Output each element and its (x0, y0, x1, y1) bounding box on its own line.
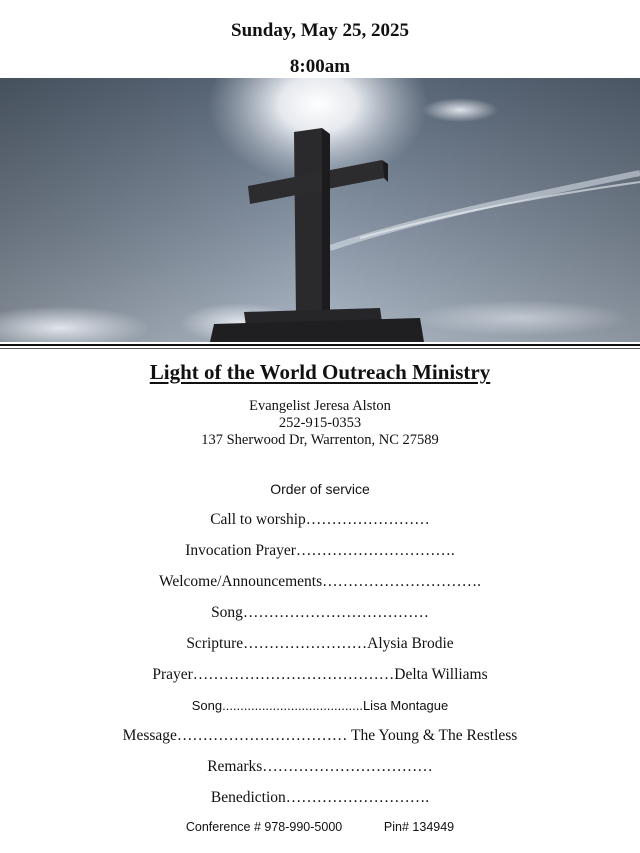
conference-number: Conference # 978-990-5000 (185, 820, 343, 834)
program-item-benediction: Benediction………………………. (210, 789, 430, 806)
order-of-service-title: Order of service (270, 481, 370, 497)
address: 137 Sherwood Dr, Warrenton, NC 27589 (201, 432, 439, 448)
program-item-scripture: Scripture……………………Alysia Brodie (186, 635, 454, 652)
minister-name: Evangelist Jeresa Alston (249, 398, 391, 414)
program-item-call-to-worship: Call to worship…………………… (210, 511, 430, 528)
program-item-prayer: Prayer…………………………………Delta Williams (152, 666, 488, 683)
divider-line-thin (0, 348, 640, 349)
service-time: 8:00am (289, 56, 351, 77)
contact-block (0, 398, 640, 449)
phone-number: 252-915-0353 (278, 415, 362, 431)
program-item-song-2: Song.......................................Lisa Montague (191, 698, 449, 713)
program-item-welcome-announcements: Welcome/Announcements…………………………. (158, 573, 482, 590)
conference-line (0, 820, 640, 834)
program-item-message: Message…………………………… The Young & The Restless (122, 727, 518, 744)
program-item-invocation-prayer: Invocation Prayer…………………………. (185, 542, 455, 559)
program-item-remarks: Remarks…………………………… (207, 758, 433, 775)
service-date: Sunday, May 25, 2025 (231, 20, 409, 41)
program-item-song: Song……………………………… (211, 604, 429, 621)
ministry-name: Light of the World Outreach Ministry (149, 360, 491, 384)
divider-line (0, 344, 640, 346)
cross-against-sky-icon (0, 78, 640, 342)
conference-pin: Pin# 134949 (383, 820, 455, 834)
